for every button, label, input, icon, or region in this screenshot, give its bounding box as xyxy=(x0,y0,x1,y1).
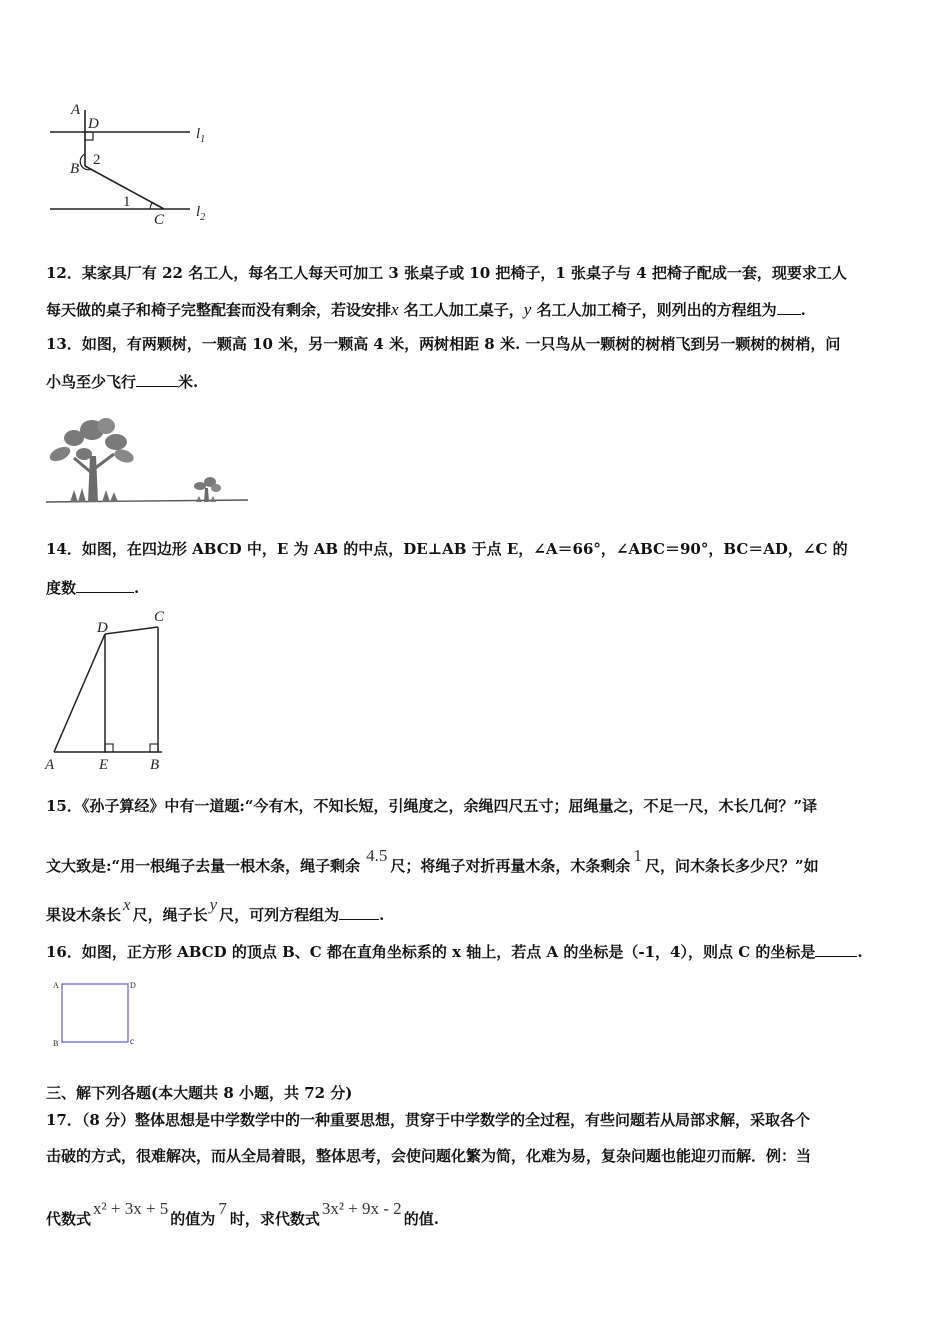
label-b: B xyxy=(70,161,80,177)
label-d: D xyxy=(88,116,99,132)
q12-text-c: 名工人加工椅子，则列出的方程组为 xyxy=(531,301,777,319)
q17-text-a: 代数式 xyxy=(46,1210,92,1228)
q14-answer-blank[interactable] xyxy=(76,591,134,593)
q15-text-c: 尺，问木条长多少尺？”如 xyxy=(644,857,819,875)
q12-end: . xyxy=(800,301,806,319)
label-a: A xyxy=(53,981,59,990)
q12-answer-blank[interactable] xyxy=(777,313,801,315)
q15-text-e: 尺，绳子长 xyxy=(132,906,208,924)
label-l1: $l_1$ xyxy=(196,126,206,145)
side-dc xyxy=(105,627,158,634)
q17-num-7: 7 xyxy=(218,1199,227,1218)
section-3-title: 三、解下列各题(本大题共 8 小题，共 72 分) xyxy=(46,1084,353,1102)
q16-end: . xyxy=(857,943,863,961)
q15-line3 xyxy=(46,895,385,925)
q17-line3 xyxy=(46,1199,439,1229)
label-a: A xyxy=(71,102,81,118)
right-angle-b xyxy=(150,744,158,752)
q14-text-a: 度数 xyxy=(46,579,77,597)
q14-line1: 14．如图，在四边形 ABCD 中，E 为 AB 的中点，DE⊥AB 于点 E，∠A＝66°，∠ABC＝90°，BC＝AD，∠C 的 xyxy=(46,540,848,558)
label-angle-2: 2 xyxy=(93,152,101,168)
q13-text-a: 小鸟至少飞行 xyxy=(46,373,137,391)
label-d: D xyxy=(130,981,136,990)
label-angle-1: 1 xyxy=(123,194,131,210)
q16-answer-blank[interactable] xyxy=(815,955,857,957)
q13-line2 xyxy=(46,371,198,392)
q17-expr-2: 3x² + 9x - 2 xyxy=(321,1199,402,1218)
q17-text-d: 的值. xyxy=(403,1210,439,1228)
square-abcd xyxy=(62,984,128,1042)
q13-line1: 13．如图，有两颗树，一颗高 10 米，另一颗高 4 米，两树相距 8 米. 一只鸟从一颗树的树梢飞到另一颗树的树梢，问 xyxy=(46,335,841,353)
label-e: E xyxy=(99,757,109,773)
quadrilateral-figure xyxy=(40,606,180,776)
side-ad xyxy=(54,634,105,752)
right-angle-e xyxy=(105,744,113,752)
q17-line2: 击破的方式，很难解决，而从全局着眼，整体思考，会使问题化繁为简，化难为易，复杂问题也能迎刃而解．例：当 xyxy=(46,1147,812,1165)
q15-num-4-5: 4.5 xyxy=(366,846,388,865)
label-b: B xyxy=(150,757,160,773)
q15-line2 xyxy=(46,846,819,876)
q14-end: . xyxy=(134,579,140,597)
q12-var-y: y xyxy=(523,300,532,319)
label-a: A xyxy=(45,757,55,773)
label-b: B xyxy=(53,1039,59,1048)
tall-tree-icon xyxy=(47,418,135,502)
label-c: C xyxy=(154,212,165,228)
q17-text-c: 时，求代数式 xyxy=(229,1210,320,1228)
q15-var-y: y xyxy=(209,895,218,914)
q16-line1 xyxy=(46,941,863,962)
q17-text-b: 的值为 xyxy=(170,1210,216,1228)
label-l2: $l_2$ xyxy=(196,204,206,223)
small-tree-icon xyxy=(194,477,221,502)
q15-text-f: 尺，可列方程组为 xyxy=(219,906,340,924)
q12-var-x: x xyxy=(391,300,399,319)
q15-answer-blank[interactable] xyxy=(339,918,379,920)
square-figure xyxy=(50,978,150,1050)
angle-1-arc xyxy=(150,202,153,209)
label-d: D xyxy=(97,620,108,636)
q12-text-b: 名工人加工桌子， xyxy=(398,301,524,319)
q12-line2 xyxy=(46,299,806,320)
parallel-lines-figure xyxy=(40,96,220,226)
q17-expr-1: x² + 3x + 5 xyxy=(93,1199,169,1218)
q15-end: . xyxy=(379,906,385,924)
q15-line1: 15．《孙子算经》中有一道题:“今有木，不知长短，引绳度之，余绳四尺五寸；屈绳量之，不足一尺，木长几何？”译 xyxy=(46,797,818,815)
q15-text-b: 尺；将绳子对折再量木条，木条剩余 xyxy=(390,857,631,875)
q12-text-a: 每天做的桌子和椅子完整配套而没有剩余，若设安排 xyxy=(46,301,392,319)
q17-line1: 17．（8 分）整体思想是中学数学中的一种重要思想，贯穿于中学数学的全过程，有些问题若从局部求解，采取各个 xyxy=(46,1111,811,1129)
q15-var-x: x xyxy=(123,895,131,914)
right-angle-mark xyxy=(85,132,93,140)
trees-figure xyxy=(44,414,254,510)
q15-text-d: 果设木条长 xyxy=(46,906,122,924)
q14-line2 xyxy=(46,577,139,598)
label-c: c xyxy=(130,1036,134,1046)
q13-answer-blank[interactable] xyxy=(136,385,178,387)
q15-text-a: 文大致是:“用一根绳子去量一根木条，绳子剩余 xyxy=(46,857,361,875)
q15-num-1: 1 xyxy=(633,846,642,865)
label-c: C xyxy=(154,609,165,625)
q16-text: 16．如图，正方形 ABCD 的顶点 B、C 都在直角坐标系的 x 轴上，若点 A 的坐标是（-1，4），则点 C 的坐标是 xyxy=(46,943,816,961)
q13-text-b: 米. xyxy=(178,373,199,391)
q12-line1: 12．某家具厂有 22 名工人，每名工人每天可加工 3 张桌子或 10 把椅子，1 张桌子与 4 把椅子配成一套，现要求工人 xyxy=(46,264,847,282)
